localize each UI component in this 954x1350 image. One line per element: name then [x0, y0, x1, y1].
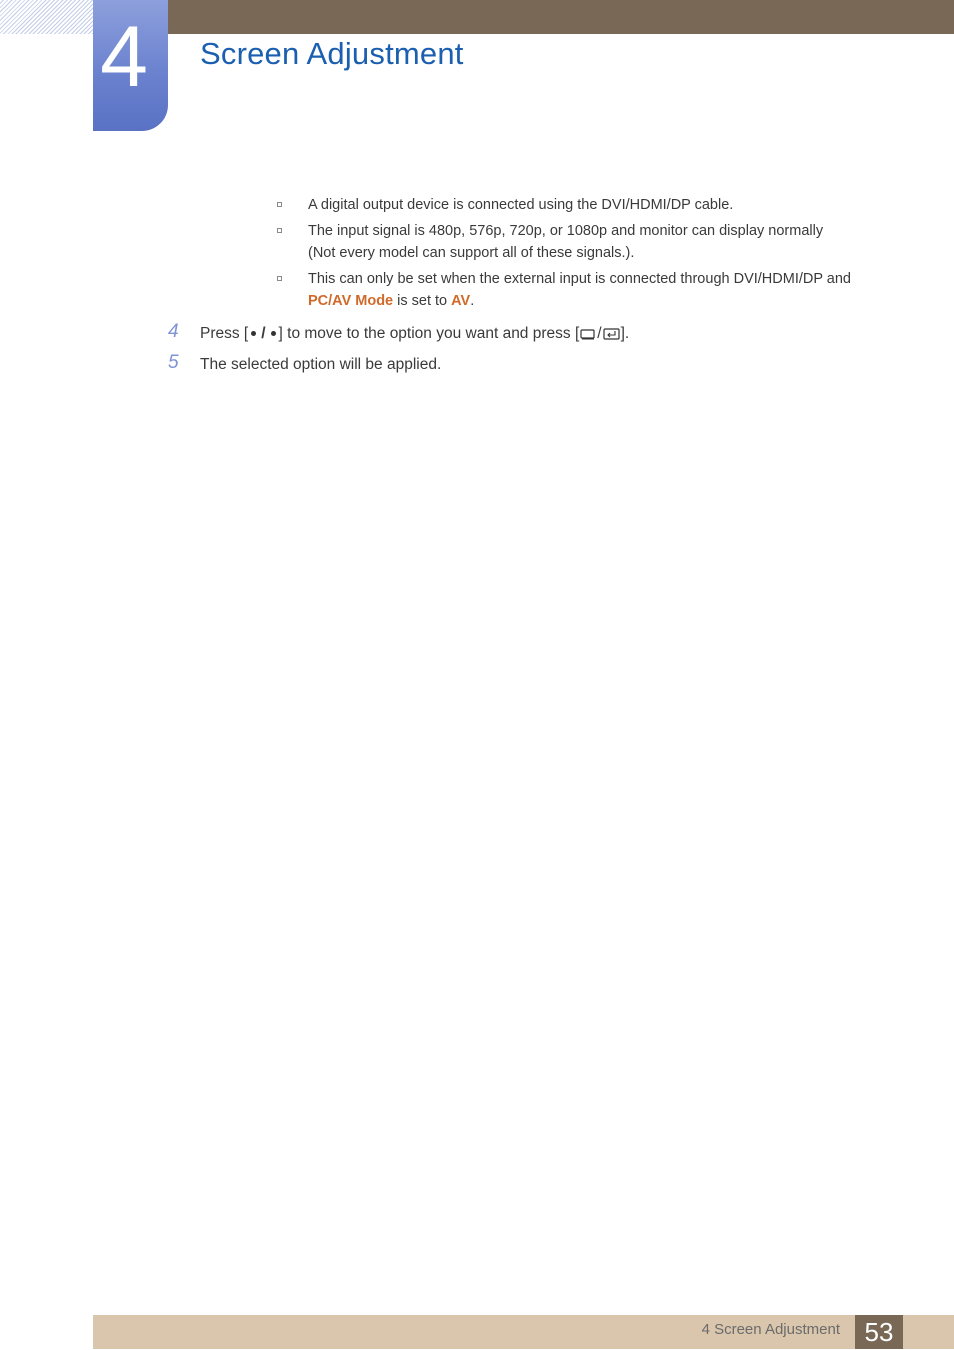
nav-separator: /	[261, 325, 266, 342]
note-text-mid: is set to	[393, 293, 452, 309]
page-number-box	[855, 1315, 903, 1349]
note-list	[276, 194, 876, 316]
header-hatch-pattern	[0, 0, 93, 34]
step-middle: ] to move to the option you want and press [	[278, 325, 580, 342]
pc-av-mode-highlight: PC/AV Mode	[308, 293, 394, 309]
enter-arrow-icon	[603, 328, 620, 340]
note-text-line1: This can only be set when the external input is connected through DVI/HDMI/DP and	[308, 271, 851, 287]
chapter-tab	[93, 0, 168, 131]
chapter-number: 4	[100, 9, 148, 105]
footer-bar	[93, 1315, 954, 1349]
note-item	[276, 268, 876, 312]
square-bullet-icon	[277, 202, 282, 207]
page-title: Screen Adjustment	[200, 36, 464, 71]
step-number: 5	[168, 352, 179, 373]
note-text-line2: (Not every model can support all of these signals.).	[308, 245, 635, 261]
note-text: A digital output device is connected using the DVI/HDMI/DP cable.	[308, 197, 734, 213]
note-text-end: .	[470, 293, 475, 309]
step-number: 4	[168, 321, 179, 342]
nav-up-dot-icon	[251, 331, 256, 336]
monitor-source-icon	[580, 328, 596, 340]
page-number: 53	[864, 1317, 894, 1347]
step-suffix: ].	[620, 325, 630, 342]
footer-section-label: 4 Screen Adjustment	[701, 1321, 840, 1338]
av-highlight: AV	[451, 293, 471, 309]
square-bullet-icon	[277, 276, 282, 281]
step-text: The selected option will be applied.	[200, 356, 442, 373]
step-prefix: Press [	[200, 325, 249, 342]
key-separator: /	[597, 325, 602, 342]
header-bar	[168, 0, 954, 34]
step-text	[200, 323, 629, 345]
note-item	[276, 194, 876, 216]
note-text-line1: The input signal is 480p, 576p, 720p, or 1080p and monitor can display normally	[308, 223, 824, 239]
note-item	[276, 220, 876, 264]
nav-down-dot-icon	[271, 331, 276, 336]
square-bullet-icon	[277, 228, 282, 233]
